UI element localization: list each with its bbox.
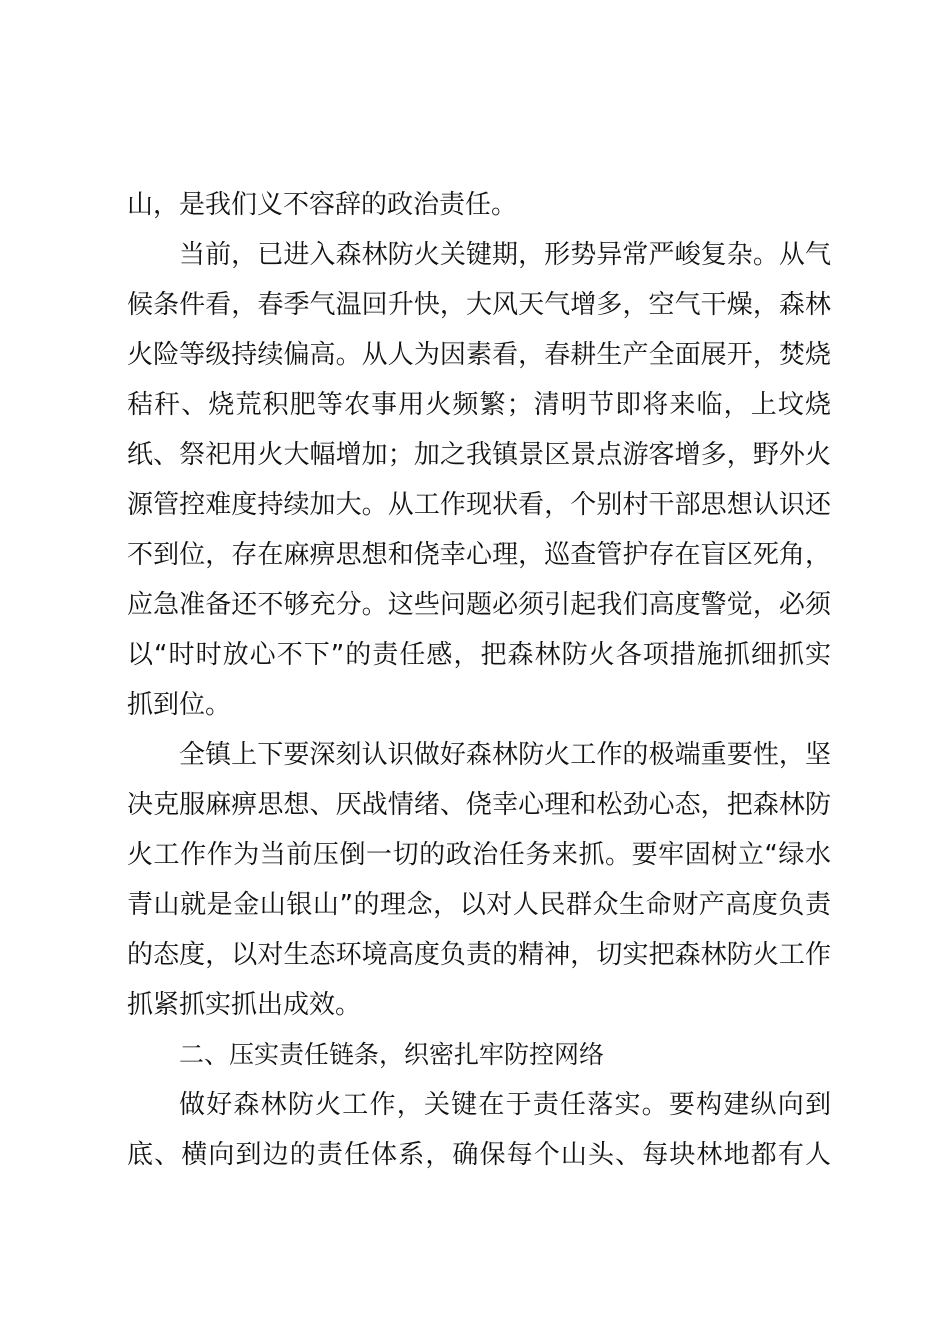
text-line: 火险等级持续偏高。从人为因素看，春耕生产全面展开，焚烧 xyxy=(127,340,831,370)
text-line: 应急准备还不够充分。这些问题必须引起我们高度警觉，必须 xyxy=(127,590,831,620)
text-line: 以“时时放心不下”的责任感，把森林防火各项措施抓细抓实 xyxy=(127,640,831,670)
section-heading: 二、压实责任链条，织密扎牢防控网络 xyxy=(179,1040,605,1069)
text-line: 做好森林防火工作，关键在于责任落实。要构建纵向到 xyxy=(179,1090,831,1120)
text-line: 的态度，以对生态环境高度负责的精神，切实把森林防火工作 xyxy=(127,940,831,970)
text-line: 不到位，存在麻痹思想和侥幸心理，巡查管护存在盲区死角， xyxy=(127,540,831,570)
document-page xyxy=(127,180,831,1180)
text-line: 当前，已进入森林防火关键期，形势异常严峻复杂。从气 xyxy=(179,240,831,270)
text-line: 火工作作为当前压倒一切的政治任务来抓。要牢固树立“绿水 xyxy=(127,840,831,870)
text-line: 候条件看，春季气温回升快，大风天气增多，空气干燥，森林 xyxy=(127,290,831,320)
text-line: 源管控难度持续加大。从工作现状看，个别村干部思想认识还 xyxy=(127,490,831,520)
text-line: 抓紧抓实抓出成效。 xyxy=(127,990,362,1020)
text-line: 秸秆、烧荒积肥等农事用火频繁；清明节即将来临，上坟烧 xyxy=(127,390,831,420)
text-line: 山，是我们义不容辞的政治责任。 xyxy=(127,190,518,220)
text-line: 全镇上下要深刻认识做好森林防火工作的极端重要性，坚 xyxy=(179,740,831,770)
text-line: 抓到位。 xyxy=(127,690,232,720)
text-line: 底、横向到边的责任体系，确保每个山头、每块林地都有人 xyxy=(127,1140,831,1170)
text-line: 纸、祭祀用火大幅增加；加之我镇景区景点游客增多，野外火 xyxy=(127,440,831,470)
text-line: 决克服麻痹思想、厌战情绪、侥幸心理和松劲心态，把森林防 xyxy=(127,790,831,820)
text-line: 青山就是金山银山”的理念，以对人民群众生命财产高度负责 xyxy=(127,890,831,920)
